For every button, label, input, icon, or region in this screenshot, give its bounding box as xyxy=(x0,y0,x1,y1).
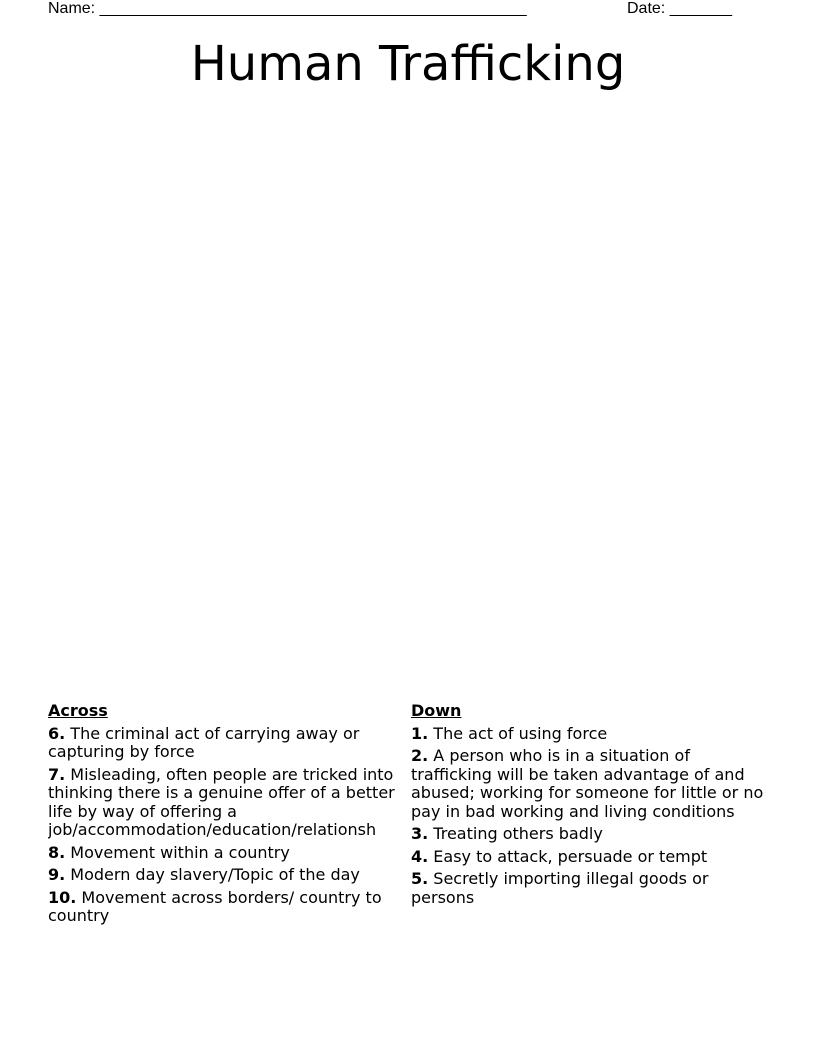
down-clue-1 xyxy=(411,725,771,744)
clue-text: Movement within a country xyxy=(65,843,290,862)
down-clues xyxy=(411,702,771,911)
clue-text: A person who is in a situation of trafficking will be taken advantage of and abused; working for someone for little or no pay in bad working and living conditions xyxy=(411,747,764,821)
clue-text: Modern day slavery/Topic of the day xyxy=(65,866,360,884)
clue-text: Easy to attack, persuade or tempt xyxy=(428,847,708,866)
clue-number: 3. xyxy=(411,825,429,843)
across-clue-6 xyxy=(48,725,404,762)
down-clue-5 xyxy=(411,870,771,907)
clue-number: 4. xyxy=(411,847,429,866)
down-clue-4 xyxy=(411,848,771,867)
date-field: Date: _______ xyxy=(627,0,732,17)
crossword-grid xyxy=(0,0,816,500)
clue-number: 2. xyxy=(411,747,429,765)
clue-number: 9. xyxy=(48,866,66,884)
page-title: Human Trafficking xyxy=(190,36,626,92)
clue-text: Secretly importing illegal goods or persons xyxy=(411,870,709,907)
clue-text: Misleading, often people are tricked into thinking there is a genuine offer of a better life by way of offering a job/accommodation/education/relationsh xyxy=(48,765,395,839)
across-clue-7 xyxy=(48,766,404,840)
clue-number: 10. xyxy=(48,888,77,907)
clue-text: Treating others badly xyxy=(428,825,603,843)
name-field: Name: ________________________________________________ xyxy=(48,0,527,17)
clue-number: 6. xyxy=(48,724,66,743)
clue-text: The criminal act of carrying away or capturing by force xyxy=(48,724,360,761)
down-clue-3 xyxy=(411,825,771,844)
across-clue-8 xyxy=(48,844,404,863)
down-heading: Down xyxy=(411,701,462,720)
across-clues xyxy=(48,702,410,930)
across-clue-10 xyxy=(48,889,404,926)
across-clue-9 xyxy=(48,866,404,885)
clue-number: 8. xyxy=(48,843,66,862)
clue-number: 1. xyxy=(411,724,429,743)
clue-text: The act of using force xyxy=(428,724,608,743)
clue-number: 7. xyxy=(48,765,66,784)
across-heading: Across xyxy=(48,701,108,720)
clue-text: Movement across borders/ country to country xyxy=(48,888,382,925)
clue-number: 5. xyxy=(411,870,429,888)
down-clue-2 xyxy=(411,747,771,821)
